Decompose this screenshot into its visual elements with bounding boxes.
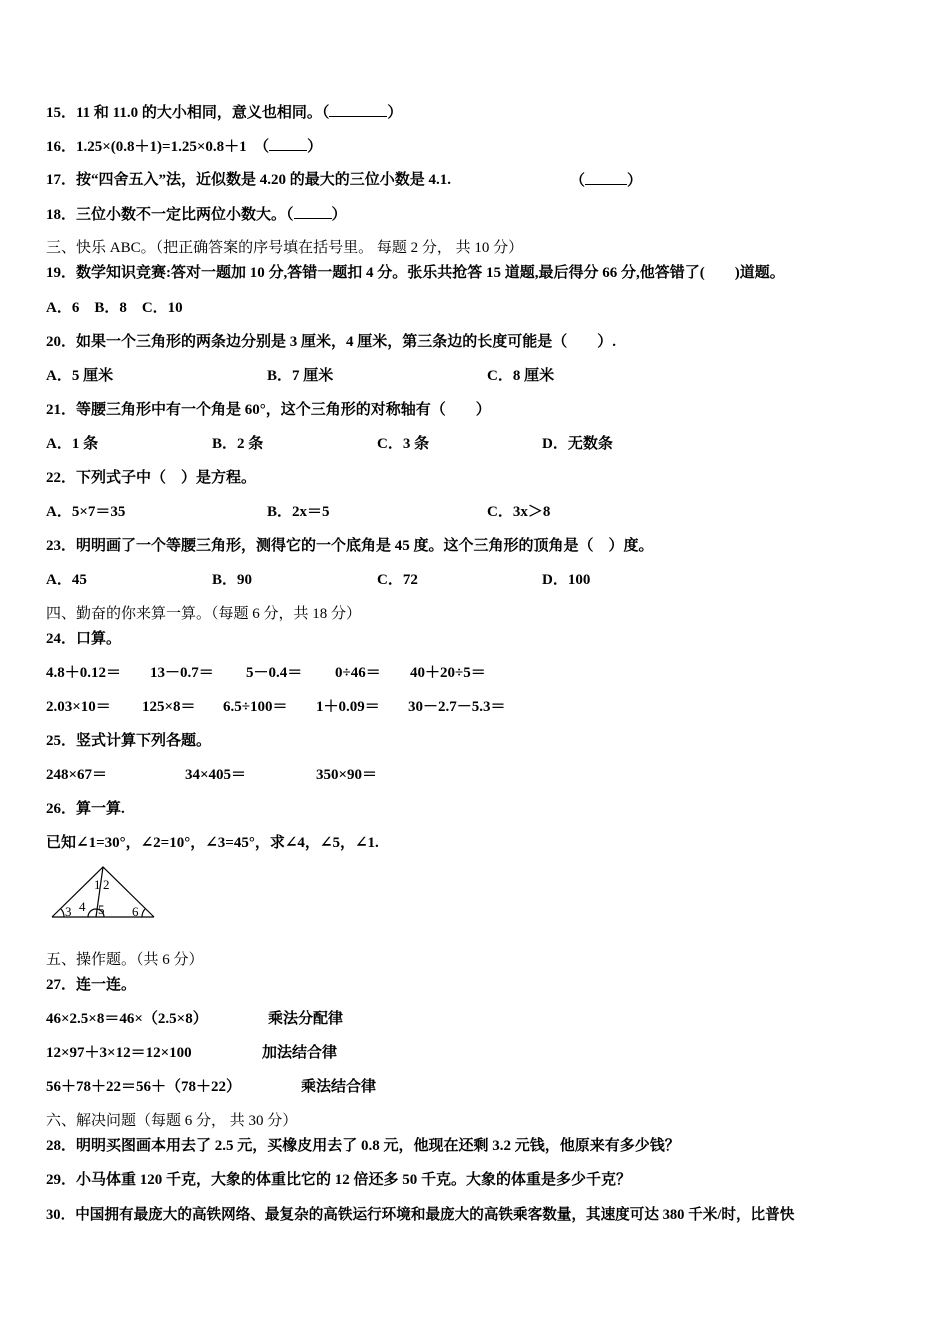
- question-26-given: 已知∠1=30°，∠2=10°，∠3=45°，求∠4，∠5，∠1.: [46, 835, 379, 851]
- match-left-item[interactable]: 46×2.5×8＝46×（2.5×8）: [46, 1011, 208, 1027]
- option-a[interactable]: A．45: [46, 572, 87, 588]
- calc-item: 40＋20÷5＝: [410, 665, 486, 681]
- answer-blank[interactable]: [329, 102, 387, 117]
- option-c[interactable]: C．3x＞8: [487, 504, 551, 520]
- option-a[interactable]: A．5×7＝35: [46, 504, 126, 520]
- question-19-stem: 19．数学知识竞赛:答对一题加 10 分,答错一题扣 4 分。张乐共抢答 15 道题,最后得分 66 分,他答错了( )道题。: [46, 265, 785, 281]
- match-left-item[interactable]: 12×97＋3×12＝12×100: [46, 1045, 192, 1061]
- calc-item: 248×67＝: [46, 767, 108, 783]
- question-29: 29．小马体重 120 千克，大象的体重比它的 12 倍还多 50 千克。大象的体重是多少千克？: [46, 1172, 632, 1188]
- figure-label-4: 4: [79, 899, 86, 914]
- question-19-options: A．6 B．8 C．10: [46, 300, 183, 316]
- question-15: 15．11 和 11.0 的大小相同，意义也相同。（ ）: [46, 102, 402, 123]
- question-16: 16．1.25×(0.8＋1)=1.25×0.8＋1 （ ）: [46, 136, 322, 157]
- section-5-heading: 五、操作题。（共 6 分）: [46, 952, 204, 968]
- calc-item: 34×405＝: [185, 767, 247, 783]
- calc-item: 2.03×10＝: [46, 699, 111, 715]
- figure-label-6: 6: [132, 904, 139, 919]
- question-24-stem: 24．口算。: [46, 631, 122, 647]
- match-right-item[interactable]: 加法结合律: [262, 1045, 338, 1061]
- calc-item: 350×90＝: [316, 767, 378, 783]
- calc-item: 125×8＝: [142, 699, 196, 715]
- option-d[interactable]: D．无数条: [542, 436, 613, 452]
- question-23-stem: 23．明明画了一个等腰三角形，测得它的一个底角是 45 度。这个三角形的顶角是（ ）度。: [46, 538, 654, 554]
- question-28: 28．明明买图画本用去了 2.5 元，买橡皮用去了 0.8 元，他现在还剩 3.2 元钱，他原来有多少钱？: [46, 1138, 680, 1154]
- answer-blank[interactable]: [269, 136, 307, 151]
- figure-label-3: 3: [65, 904, 72, 919]
- match-right-item[interactable]: 乘法结合律: [301, 1079, 377, 1095]
- calc-item: 5－0.4＝: [246, 665, 303, 681]
- option-c[interactable]: C．3 条: [377, 436, 430, 452]
- calc-item: 13－0.7＝: [150, 665, 214, 681]
- answer-blank[interactable]: [585, 170, 627, 185]
- question-30: 30．中国拥有最庞大的高铁网络、最复杂的高铁运行环境和最庞大的高铁乘客数量，其速度可达 380 千米/时，比普快: [46, 1207, 795, 1223]
- question-21-stem: 21．等腰三角形中有一个角是 60°，这个三角形的对称轴有（ ）: [46, 402, 491, 418]
- question-18: 18．三位小数不一定比两位小数大。（ ）: [46, 204, 347, 225]
- match-left-item[interactable]: 56＋78＋22＝56＋（78＋22）: [46, 1079, 242, 1095]
- question-22-stem: 22．下列式子中（ ）是方程。: [46, 470, 257, 486]
- question-27-stem: 27．连一连。: [46, 977, 137, 993]
- option-a[interactable]: A．1 条: [46, 436, 99, 452]
- calc-item: 30－2.7－5.3＝: [408, 699, 506, 715]
- calc-item: 1＋0.09＝: [316, 699, 380, 715]
- option-c[interactable]: C．8 厘米: [487, 368, 555, 384]
- figure-label-1: 1: [94, 877, 101, 892]
- section-4-heading: 四、勤奋的你来算一算。（每题 6 分，共 18 分）: [46, 606, 362, 622]
- answer-blank[interactable]: [294, 204, 332, 219]
- figure-label-2: 2: [103, 877, 110, 892]
- option-c[interactable]: C．72: [377, 572, 418, 588]
- question-20-stem: 20．如果一个三角形的两条边分别是 3 厘米，4 厘米，第三条边的长度可能是（ ）.: [46, 334, 617, 350]
- option-b[interactable]: B．2 条: [212, 436, 264, 452]
- option-a[interactable]: A．5 厘米: [46, 368, 114, 384]
- option-b[interactable]: B．2x＝5: [267, 504, 330, 520]
- option-d[interactable]: D．100: [542, 572, 591, 588]
- question-17-bracket: （ ）: [570, 170, 642, 191]
- section-6-heading: 六、解决问题（每题 6 分， 共 30 分）: [46, 1113, 298, 1129]
- figure-label-5: 5: [98, 902, 105, 917]
- option-b[interactable]: B．90: [212, 572, 253, 588]
- question-26-stem: 26．算一算.: [46, 801, 125, 817]
- option-b[interactable]: B．7 厘米: [267, 368, 334, 384]
- calc-item: 0÷46＝: [335, 665, 381, 681]
- section-3-heading: 三、快乐 ABC。（把正确答案的序号填在括号里。 每题 2 分， 共 10 分）: [46, 240, 524, 256]
- calc-item: 6.5÷100＝: [223, 699, 288, 715]
- question-25-stem: 25．竖式计算下列各题。: [46, 733, 212, 749]
- triangle-figure: [46, 862, 158, 922]
- calc-item: 4.8＋0.12＝: [46, 665, 122, 681]
- match-right-item[interactable]: 乘法分配律: [268, 1011, 344, 1027]
- question-17: 17．按“四舍五入”法，近似数是 4.20 的最大的三位小数是 4.1.: [46, 172, 452, 188]
